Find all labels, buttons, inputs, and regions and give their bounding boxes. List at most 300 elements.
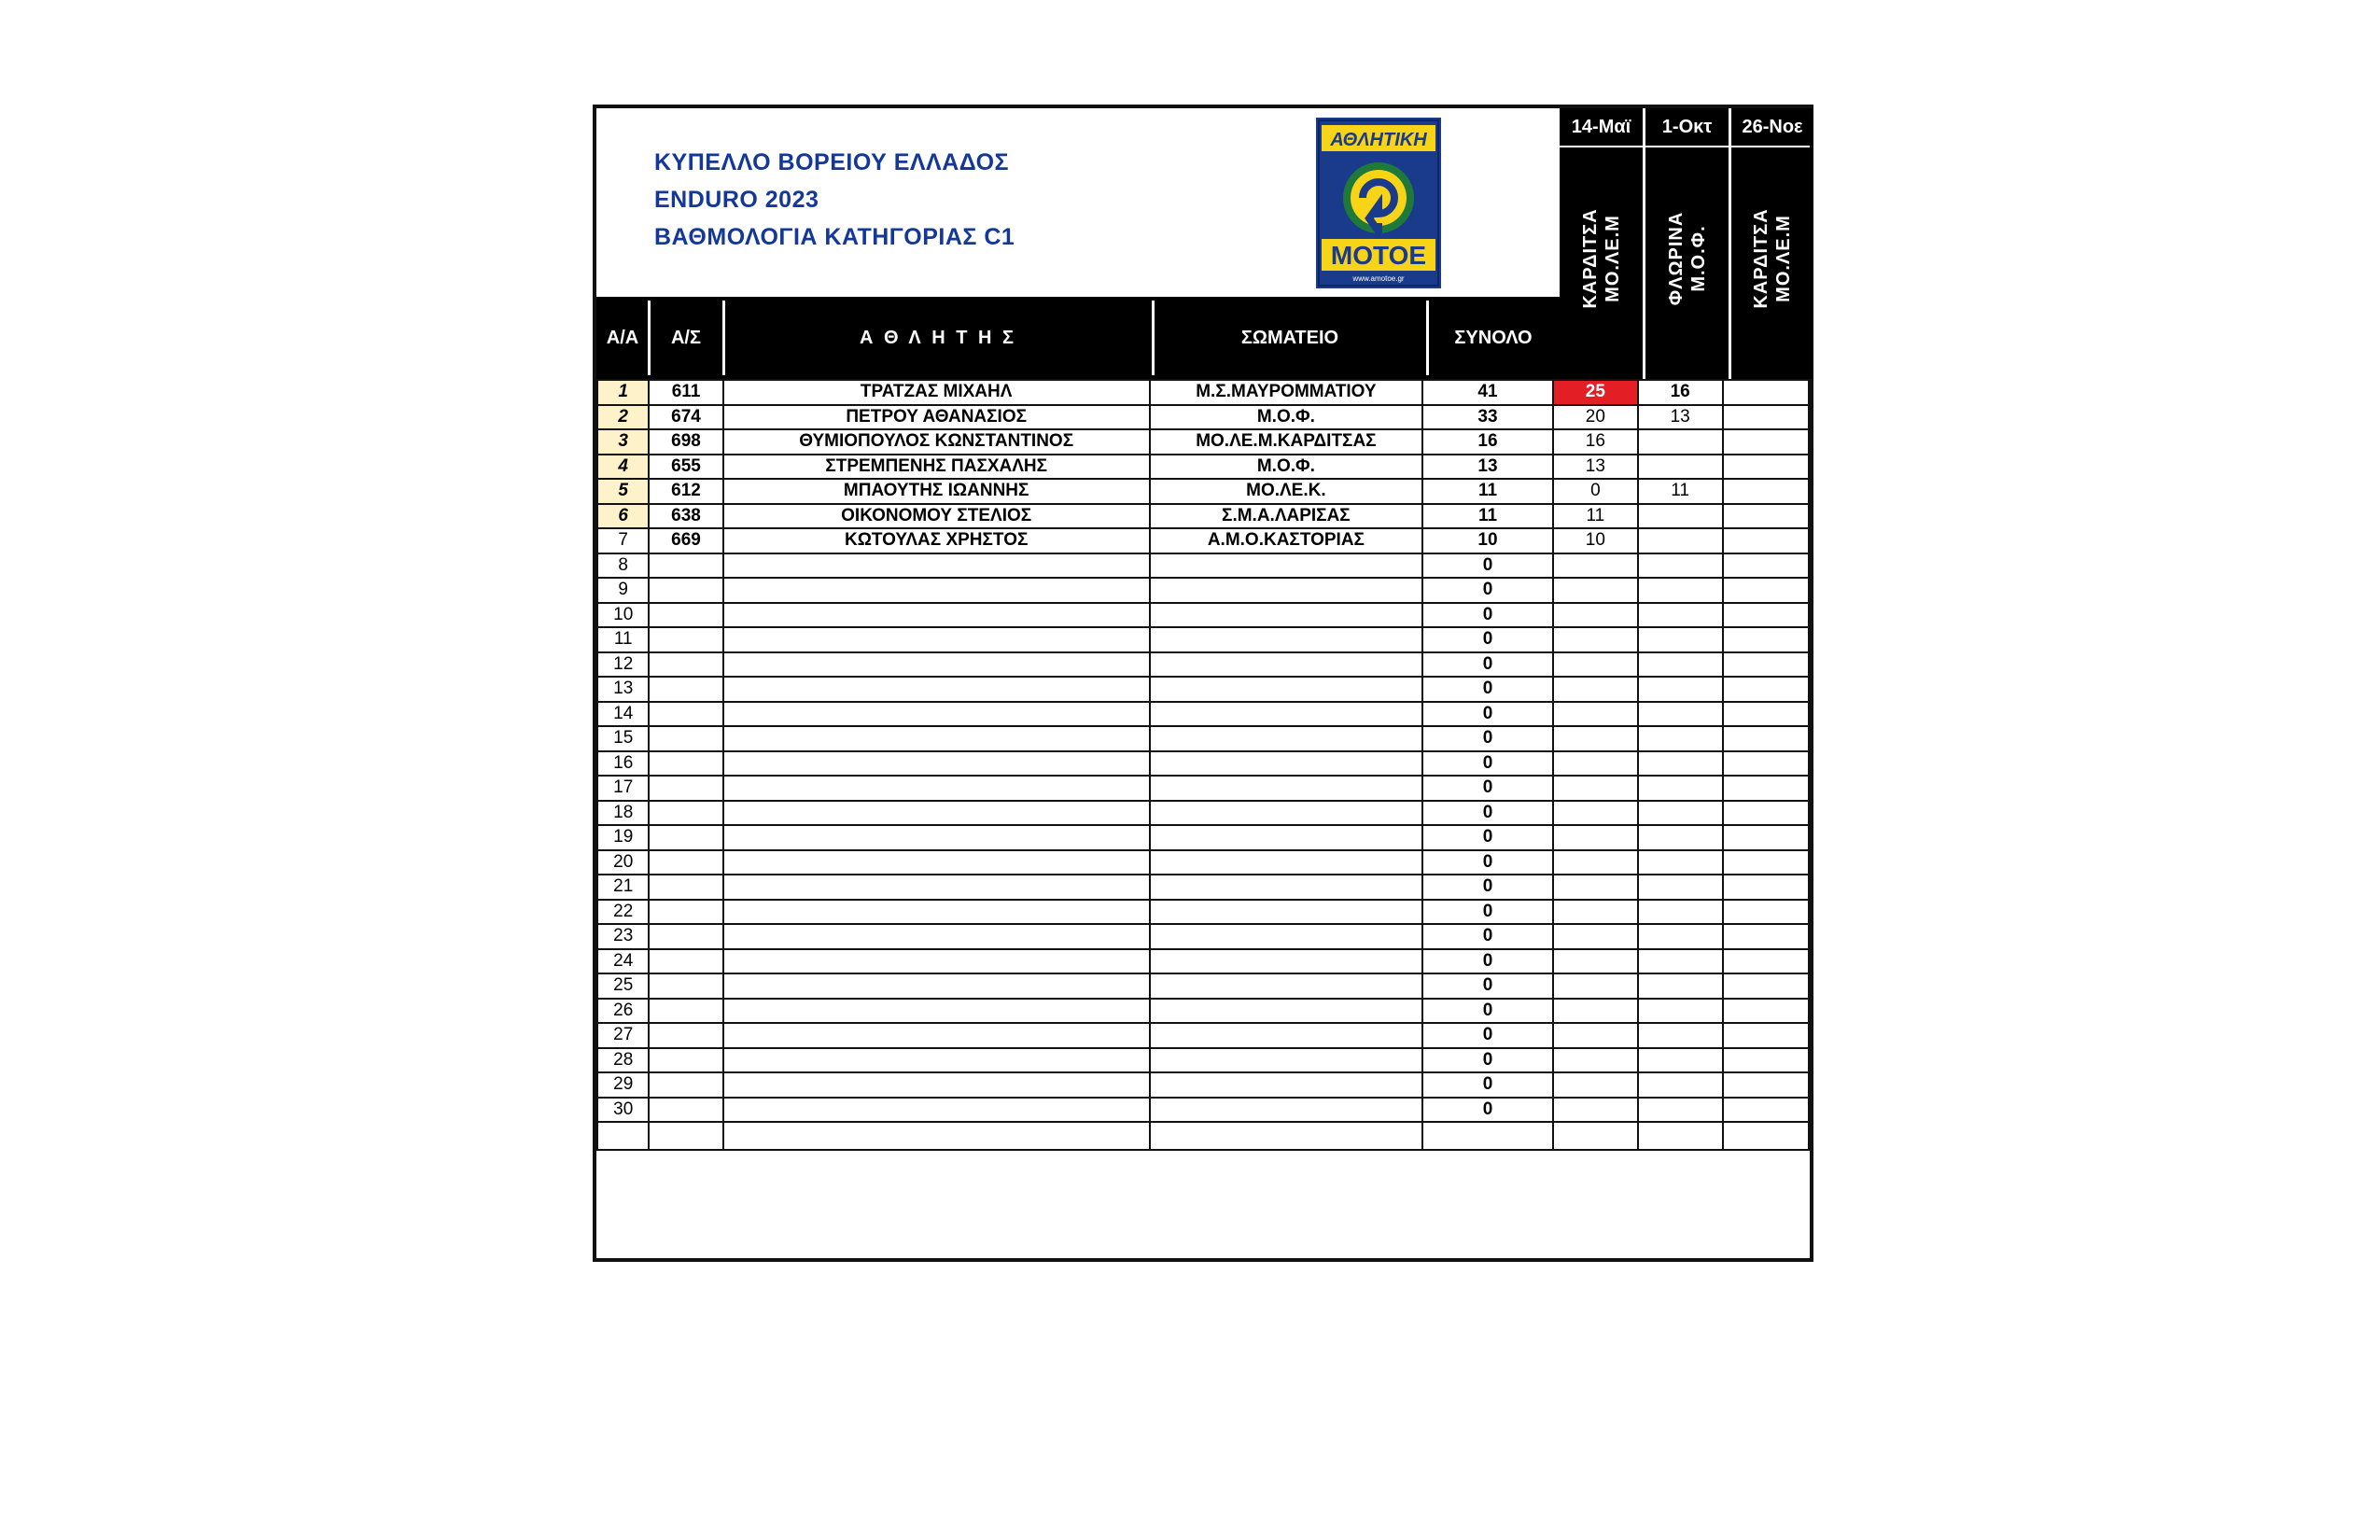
table-row	[597, 999, 1809, 1024]
cell-event-2	[1638, 850, 1723, 875]
cell-club: Μ.Ο.Φ.	[1150, 455, 1422, 480]
event-1-venue: ΚΑΡΔΙΤΣΑ	[1579, 208, 1601, 309]
col-athlete: Α Θ Λ Η Τ Η Σ	[859, 328, 1017, 348]
cell-aa: 7	[597, 528, 649, 553]
cell-event-3	[1723, 504, 1809, 529]
cell-total: 0	[1422, 702, 1553, 727]
cell-total: 0	[1422, 751, 1553, 777]
cell-event-2	[1638, 1072, 1723, 1098]
cell-as	[649, 801, 722, 826]
logo-top-text: ΑΘΛΗΤΙΚΗ	[1330, 130, 1427, 150]
event-3-date: 26-Νοε	[1731, 108, 1813, 146]
cell-event-3	[1723, 776, 1809, 801]
cell-athlete: ΜΠΑΟΥΤΗΣ ΙΩΑΝΝΗΣ	[723, 479, 1150, 504]
cell-club	[1150, 627, 1422, 652]
cell-as	[649, 999, 722, 1024]
cell-aa: 10	[597, 603, 649, 628]
event-1-header	[1560, 147, 1643, 379]
cell-athlete	[723, 751, 1150, 777]
table-row	[597, 776, 1809, 801]
cell-event-2	[1638, 801, 1723, 826]
cell-as	[649, 702, 722, 727]
cell-as	[649, 825, 722, 850]
cell-aa: 29	[597, 1072, 649, 1098]
table-row	[597, 652, 1809, 678]
cell-as	[649, 578, 722, 603]
cell-total: 0	[1422, 776, 1553, 801]
cell-event-2	[1638, 726, 1723, 751]
blank-cell	[1150, 1122, 1422, 1150]
cell-total: 0	[1422, 801, 1553, 826]
cell-club	[1150, 652, 1422, 678]
cell-as	[649, 875, 722, 900]
cell-as	[649, 1023, 722, 1048]
cell-athlete	[723, 627, 1150, 652]
cell-as	[649, 751, 722, 777]
event-1-club: ΜΟ.ΛΕ.Μ	[1602, 215, 1623, 302]
cell-aa: 24	[597, 949, 649, 974]
cell-event-1: 13	[1553, 455, 1638, 480]
cell-event-1	[1553, 850, 1638, 875]
cell-athlete: ΠΕΤΡΟΥ ΑΘΑΝΑΣΙΟΣ	[723, 405, 1150, 430]
blank-cell	[1553, 1122, 1638, 1150]
cell-total: 0	[1422, 652, 1553, 678]
table-row	[597, 1023, 1809, 1048]
cell-total: 0	[1422, 900, 1553, 925]
cell-event-3	[1723, 751, 1809, 777]
cell-event-3	[1723, 726, 1809, 751]
cell-event-3	[1723, 973, 1809, 999]
cell-athlete: ΣΤΡΕΜΠΕΝΗΣ ΠΑΣΧΑΛΗΣ	[723, 455, 1150, 480]
table-row	[597, 751, 1809, 777]
cell-aa: 6	[597, 504, 649, 529]
col-aa: Α/Α	[606, 328, 639, 348]
cell-event-2	[1638, 973, 1723, 999]
cell-club	[1150, 1072, 1422, 1098]
cell-event-3	[1723, 850, 1809, 875]
cell-as	[649, 900, 722, 925]
blank-cell	[1638, 1122, 1723, 1150]
table-row	[597, 429, 1809, 455]
cell-club	[1150, 801, 1422, 826]
cell-as	[649, 677, 722, 702]
cell-event-3	[1723, 429, 1809, 455]
cell-athlete	[723, 677, 1150, 702]
cell-event-2	[1638, 429, 1723, 455]
cell-total: 0	[1422, 1023, 1553, 1048]
cell-event-3	[1723, 380, 1809, 405]
cell-club	[1150, 850, 1422, 875]
cell-aa: 22	[597, 900, 649, 925]
cell-athlete	[723, 825, 1150, 850]
cell-total: 0	[1422, 850, 1553, 875]
cell-club: Μ.Σ.ΜΑΥΡΟΜΜΑΤΙΟΥ	[1150, 380, 1422, 405]
cell-total: 10	[1422, 528, 1553, 553]
cell-total: 0	[1422, 875, 1553, 900]
cell-as	[649, 553, 722, 579]
cell-event-1	[1553, 973, 1638, 999]
cell-athlete: ΤΡΑΤΖΑΣ ΜΙΧΑΗΛ	[723, 380, 1150, 405]
cell-event-2	[1638, 677, 1723, 702]
cell-event-3	[1723, 652, 1809, 678]
table-row	[597, 850, 1809, 875]
cell-club: Μ.Ο.Φ.	[1150, 405, 1422, 430]
cell-event-2	[1638, 455, 1723, 480]
cell-club	[1150, 702, 1422, 727]
cell-aa: 30	[597, 1098, 649, 1123]
cell-event-1	[1553, 652, 1638, 678]
standings-table	[596, 379, 1810, 1151]
cell-event-3	[1723, 702, 1809, 727]
cell-as: 611	[649, 380, 722, 405]
cell-event-2	[1638, 652, 1723, 678]
cell-aa: 13	[597, 677, 649, 702]
cell-total: 0	[1422, 677, 1553, 702]
cell-event-1	[1553, 677, 1638, 702]
column-header-bar	[596, 297, 1560, 379]
cell-as	[649, 1098, 722, 1123]
cell-athlete	[723, 999, 1150, 1024]
cell-aa: 27	[597, 1023, 649, 1048]
title-cup: ΚΥΠΕΛΛΟ ΒΟΡΕΙΟΥ ΕΛΛΑΔΟΣ	[654, 149, 1010, 175]
cell-total: 0	[1422, 553, 1553, 579]
blank-cell	[723, 1122, 1150, 1150]
cell-event-2	[1638, 1023, 1723, 1048]
cell-event-2	[1638, 776, 1723, 801]
cell-event-3	[1723, 1048, 1809, 1073]
cell-event-2	[1638, 900, 1723, 925]
cell-as	[649, 776, 722, 801]
cell-athlete	[723, 949, 1150, 974]
cell-aa: 14	[597, 702, 649, 727]
title-enduro: ENDURO 2023	[654, 187, 819, 213]
event-1-date: 14-Μαϊ	[1560, 108, 1643, 146]
table-row	[597, 380, 1809, 405]
cell-event-2: 16	[1638, 380, 1723, 405]
cell-event-1	[1553, 702, 1638, 727]
cell-as	[649, 924, 722, 949]
cell-aa: 20	[597, 850, 649, 875]
cell-event-3	[1723, 455, 1809, 480]
cell-event-1	[1553, 751, 1638, 777]
table-row	[597, 677, 1809, 702]
cell-event-2	[1638, 825, 1723, 850]
cell-athlete	[723, 702, 1150, 727]
cell-aa: 1	[597, 380, 649, 405]
col-as: Α/Σ	[670, 328, 701, 348]
cell-total: 33	[1422, 405, 1553, 430]
cell-athlete	[723, 726, 1150, 751]
cell-event-1	[1553, 603, 1638, 628]
table-row	[597, 825, 1809, 850]
cell-event-2	[1638, 924, 1723, 949]
cell-aa: 3	[597, 429, 649, 455]
cell-as	[649, 627, 722, 652]
cell-aa: 16	[597, 751, 649, 777]
cell-event-1	[1553, 776, 1638, 801]
cell-event-3	[1723, 949, 1809, 974]
cell-event-1	[1553, 553, 1638, 579]
cell-event-2: 11	[1638, 479, 1723, 504]
cell-event-1	[1553, 825, 1638, 850]
cell-event-3	[1723, 1098, 1809, 1123]
cell-athlete	[723, 603, 1150, 628]
table-row	[597, 726, 1809, 751]
cell-event-3	[1723, 677, 1809, 702]
cell-event-1	[1553, 1023, 1638, 1048]
cell-total: 0	[1422, 603, 1553, 628]
title-category: ΒΑΘΜΟΛΟΓΙΑ ΚΑΤΗΓΟΡΙΑΣ C1	[654, 224, 1015, 250]
cell-event-2	[1638, 1098, 1723, 1123]
cell-aa: 21	[597, 875, 649, 900]
cell-event-1	[1553, 924, 1638, 949]
cell-athlete	[723, 553, 1150, 579]
cell-event-1	[1553, 801, 1638, 826]
cell-event-3	[1723, 875, 1809, 900]
cell-aa: 17	[597, 776, 649, 801]
cell-club	[1150, 973, 1422, 999]
cell-total: 11	[1422, 479, 1553, 504]
cell-event-3	[1723, 1023, 1809, 1048]
cell-club: Α.Μ.Ο.ΚΑΣΤΟΡΙΑΣ	[1150, 528, 1422, 553]
cell-aa: 5	[597, 479, 649, 504]
blank-cell	[649, 1122, 722, 1150]
cell-total: 0	[1422, 999, 1553, 1024]
cell-as: 669	[649, 528, 722, 553]
cell-event-2	[1638, 528, 1723, 553]
table-row	[597, 702, 1809, 727]
table-row	[597, 553, 1809, 579]
cell-total: 0	[1422, 627, 1553, 652]
cell-as: 638	[649, 504, 722, 529]
cell-total: 0	[1422, 1098, 1553, 1123]
cell-club	[1150, 900, 1422, 925]
cell-as: 612	[649, 479, 722, 504]
cell-athlete	[723, 875, 1150, 900]
cell-event-2	[1638, 751, 1723, 777]
cell-as: 698	[649, 429, 722, 455]
cell-athlete	[723, 900, 1150, 925]
cell-event-3	[1723, 405, 1809, 430]
cell-total: 41	[1422, 380, 1553, 405]
cell-event-2	[1638, 603, 1723, 628]
table-row	[597, 924, 1809, 949]
cell-event-1: 10	[1553, 528, 1638, 553]
cell-club	[1150, 726, 1422, 751]
cell-event-3	[1723, 553, 1809, 579]
blank-row	[597, 1122, 1809, 1150]
cell-club: Σ.Μ.Α.ΛΑΡΙΣΑΣ	[1150, 504, 1422, 529]
table-row	[597, 528, 1809, 553]
blank-cell	[1422, 1122, 1553, 1150]
table-row	[597, 1098, 1809, 1123]
cell-total: 0	[1422, 1072, 1553, 1098]
cell-event-3	[1723, 825, 1809, 850]
cell-club	[1150, 776, 1422, 801]
cell-event-3	[1723, 999, 1809, 1024]
cell-club	[1150, 1098, 1422, 1123]
cell-event-2	[1638, 504, 1723, 529]
event-2-venue: ΦΛΩΡΙΝΑ	[1665, 211, 1687, 306]
cell-as	[649, 949, 722, 974]
event-3-venue: ΚΑΡΔΙΤΣΑ	[1751, 208, 1771, 309]
table-row	[597, 603, 1809, 628]
cell-aa: 23	[597, 924, 649, 949]
event-2-header	[1645, 147, 1729, 379]
cell-athlete	[723, 924, 1150, 949]
cell-athlete	[723, 776, 1150, 801]
cell-event-3	[1723, 924, 1809, 949]
cell-event-3	[1723, 900, 1809, 925]
cell-as	[649, 1048, 722, 1073]
cell-athlete: ΚΩΤΟΥΛΑΣ ΧΡΗΣΤΟΣ	[723, 528, 1150, 553]
athlitiki-motoe-logo	[1316, 118, 1441, 288]
cell-event-1	[1553, 1072, 1638, 1098]
cell-aa: 11	[597, 627, 649, 652]
cell-club: ΜΟ.ΛΕ.Κ.	[1150, 479, 1422, 504]
cell-event-1	[1553, 1048, 1638, 1073]
cell-aa: 26	[597, 999, 649, 1024]
cell-total: 0	[1422, 1048, 1553, 1073]
table-row	[597, 801, 1809, 826]
cell-as	[649, 973, 722, 999]
cell-event-2	[1638, 553, 1723, 579]
cell-event-2	[1638, 949, 1723, 974]
standings-sheet	[593, 105, 1813, 1262]
cell-event-2: 13	[1638, 405, 1723, 430]
cell-event-3	[1723, 479, 1809, 504]
cell-total: 0	[1422, 949, 1553, 974]
cell-aa: 2	[597, 405, 649, 430]
cell-club	[1150, 875, 1422, 900]
cell-athlete	[723, 1098, 1150, 1123]
cell-aa: 15	[597, 726, 649, 751]
cell-event-1: 11	[1553, 504, 1638, 529]
cell-total: 0	[1422, 973, 1553, 999]
table-row	[597, 405, 1809, 430]
cell-total: 13	[1422, 455, 1553, 480]
cell-as	[649, 850, 722, 875]
col-club: ΣΩΜΑΤΕΙΟ	[1240, 328, 1339, 348]
cell-club	[1150, 677, 1422, 702]
cell-total: 0	[1422, 825, 1553, 850]
cell-event-1	[1553, 627, 1638, 652]
cell-aa: 28	[597, 1048, 649, 1073]
logo-bottom-text: ΜΟΤΟΕ	[1330, 241, 1427, 270]
cell-athlete	[723, 1048, 1150, 1073]
event-2-date: 1-Οκτ	[1645, 108, 1729, 146]
table-row	[597, 900, 1809, 925]
table-row	[597, 1048, 1809, 1073]
cell-as	[649, 726, 722, 751]
cell-athlete: ΟΙΚΟΝΟΜΟΥ ΣΤΕΛΙΟΣ	[723, 504, 1150, 529]
cell-total: 16	[1422, 429, 1553, 455]
cell-event-2	[1638, 875, 1723, 900]
cell-total: 11	[1422, 504, 1553, 529]
cell-event-2	[1638, 702, 1723, 727]
cell-event-1	[1553, 949, 1638, 974]
cell-club	[1150, 825, 1422, 850]
event-3-header	[1731, 147, 1813, 379]
cell-event-2	[1638, 1048, 1723, 1073]
cell-event-3	[1723, 603, 1809, 628]
cell-athlete	[723, 652, 1150, 678]
cell-event-1	[1553, 578, 1638, 603]
cell-aa: 8	[597, 553, 649, 579]
cell-club	[1150, 949, 1422, 974]
cell-aa: 25	[597, 973, 649, 999]
cell-event-3	[1723, 627, 1809, 652]
table-row	[597, 455, 1809, 480]
blank-cell	[1723, 1122, 1809, 1150]
cell-club	[1150, 603, 1422, 628]
cell-event-2	[1638, 627, 1723, 652]
cell-as: 655	[649, 455, 722, 480]
event-3-club: ΜΟ.ΛΕ.Μ	[1773, 215, 1794, 302]
logo-url-text: www.amotoe.gr	[1352, 274, 1405, 283]
cell-club	[1150, 999, 1422, 1024]
cell-event-1: 16	[1553, 429, 1638, 455]
cell-total: 0	[1422, 924, 1553, 949]
cell-athlete	[723, 1072, 1150, 1098]
cell-as	[649, 603, 722, 628]
col-total: ΣΥΝΟΛΟ	[1454, 328, 1533, 348]
cell-aa: 9	[597, 578, 649, 603]
cell-club	[1150, 751, 1422, 777]
cell-as	[649, 1072, 722, 1098]
table-row	[597, 1072, 1809, 1098]
cell-athlete	[723, 973, 1150, 999]
table-row	[597, 627, 1809, 652]
event-2-club: Μ.Ο.Φ.	[1687, 225, 1709, 292]
cell-event-2	[1638, 578, 1723, 603]
cell-event-1	[1553, 875, 1638, 900]
cell-club	[1150, 578, 1422, 603]
cell-event-1: 0	[1553, 479, 1638, 504]
cell-as: 674	[649, 405, 722, 430]
table-row	[597, 875, 1809, 900]
cell-event-1	[1553, 999, 1638, 1024]
cell-event-1: 20	[1553, 405, 1638, 430]
table-row	[597, 949, 1809, 974]
cell-total: 0	[1422, 726, 1553, 751]
table-row	[597, 973, 1809, 999]
cell-club	[1150, 1023, 1422, 1048]
cell-event-1	[1553, 1098, 1638, 1123]
cell-club	[1150, 553, 1422, 579]
table-row	[597, 504, 1809, 529]
cell-club: ΜΟ.ΛΕ.Μ.ΚΑΡΔΙΤΣΑΣ	[1150, 429, 1422, 455]
cell-club	[1150, 924, 1422, 949]
cell-event-3	[1723, 1072, 1809, 1098]
cell-event-3	[1723, 578, 1809, 603]
table-row	[597, 479, 1809, 504]
cell-athlete	[723, 1023, 1150, 1048]
cell-event-1	[1553, 900, 1638, 925]
cell-total: 0	[1422, 578, 1553, 603]
table-row	[597, 578, 1809, 603]
cell-athlete: ΘΥΜΙΟΠΟΥΛΟΣ ΚΩΝΣΤΑΝΤΙΝΟΣ	[723, 429, 1150, 455]
cell-club	[1150, 1048, 1422, 1073]
cell-athlete	[723, 850, 1150, 875]
cell-event-3	[1723, 801, 1809, 826]
cell-aa: 4	[597, 455, 649, 480]
title-box	[596, 108, 1560, 297]
cell-athlete	[723, 801, 1150, 826]
cell-event-2	[1638, 999, 1723, 1024]
cell-aa: 12	[597, 652, 649, 678]
cell-athlete	[723, 578, 1150, 603]
